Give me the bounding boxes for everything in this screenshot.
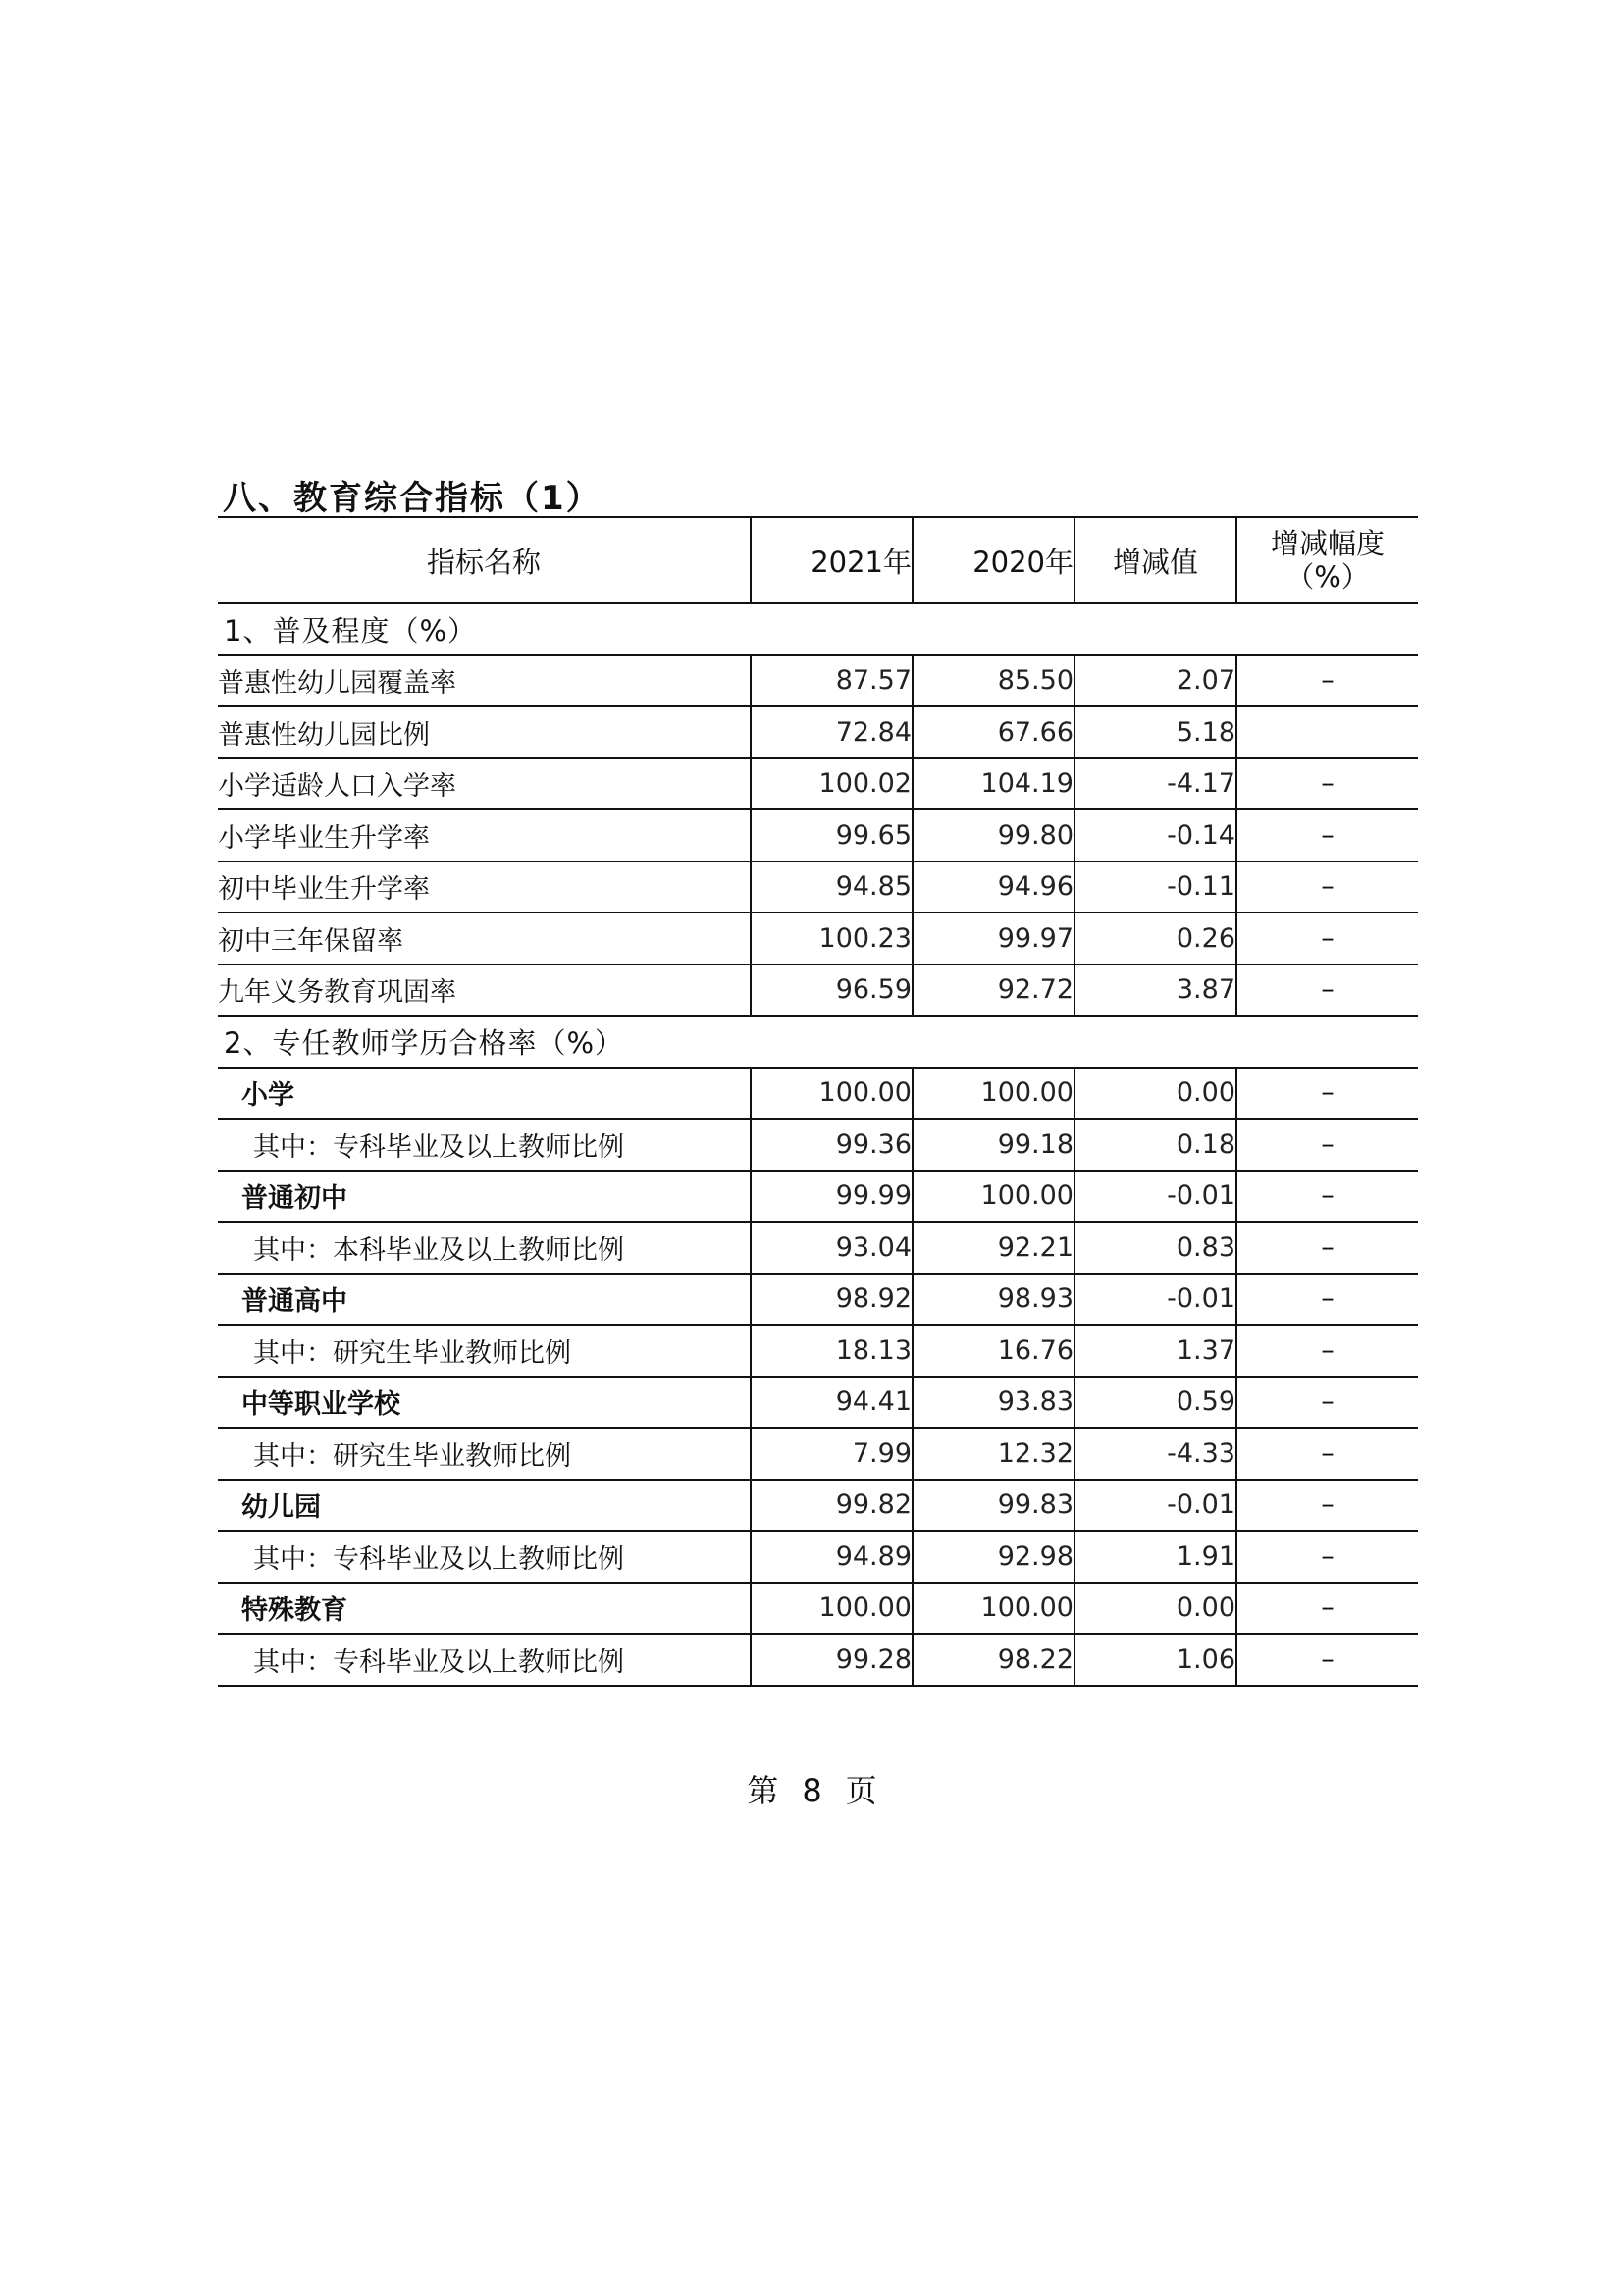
indicator-name-cell: 幼儿园 <box>218 1480 751 1532</box>
value-2021-cell: 94.41 <box>751 1377 913 1429</box>
header-row <box>218 517 1418 603</box>
indicator-name-cell: 小学毕业生升学率 <box>218 809 751 861</box>
header-change-pct-line1: 增减幅度 <box>1270 527 1385 560</box>
indicator-name-cell: 初中毕业生升学率 <box>218 861 751 913</box>
table-row <box>218 1531 1418 1583</box>
value-2020-cell: 92.21 <box>913 1222 1074 1274</box>
value-2021-cell: 100.23 <box>751 913 913 965</box>
page-number-prefix: 第 <box>747 1772 779 1809</box>
indicators-table <box>218 516 1418 1687</box>
table-row <box>218 1222 1418 1274</box>
table-row <box>218 758 1418 810</box>
change-value-cell: 0.26 <box>1074 913 1236 965</box>
change-pct-cell: – <box>1236 758 1418 810</box>
value-2020-cell: 100.00 <box>913 1583 1074 1635</box>
table-row <box>218 1068 1418 1120</box>
indicator-name-cell: 普惠性幼儿园比例 <box>218 706 751 758</box>
header-2021: 2021年 <box>751 517 913 603</box>
change-value-cell: 1.91 <box>1074 1531 1236 1583</box>
indicator-name-cell: 其中：本科毕业及以上教师比例 <box>218 1222 751 1274</box>
section-title-cell: 2、专任教师学历合格率（%） <box>218 1016 1418 1068</box>
indicator-name-cell: 普通高中 <box>218 1274 751 1326</box>
section-title-cell: 1、普及程度（%） <box>218 603 1418 655</box>
value-2020-cell: 92.72 <box>913 965 1074 1017</box>
change-value-cell: 2.07 <box>1074 655 1236 707</box>
value-2020-cell: 99.97 <box>913 913 1074 965</box>
change-value-cell: 5.18 <box>1074 706 1236 758</box>
change-pct-cell: – <box>1236 1428 1418 1480</box>
value-2020-cell: 100.00 <box>913 1171 1074 1223</box>
page-number-value: 8 <box>802 1772 822 1809</box>
value-2021-cell: 100.00 <box>751 1068 913 1120</box>
change-pct-cell: – <box>1236 1222 1418 1274</box>
indicator-name-cell: 其中：专科毕业及以上教师比例 <box>218 1119 751 1171</box>
section-title: 八、教育综合指标（1） <box>223 479 602 518</box>
header-indicator-name: 指标名称 <box>218 517 751 603</box>
page-number <box>0 1766 1624 1811</box>
value-2020-cell: 94.96 <box>913 861 1074 913</box>
indicator-name-cell: 小学适龄人口入学率 <box>218 758 751 810</box>
change-value-cell: 0.00 <box>1074 1068 1236 1120</box>
table-row <box>218 965 1418 1017</box>
value-2020-cell: 12.32 <box>913 1428 1074 1480</box>
indicator-name-cell: 特殊教育 <box>218 1583 751 1635</box>
change-pct-cell: – <box>1236 1634 1418 1686</box>
value-2020-cell: 104.19 <box>913 758 1074 810</box>
header-change: 增减值 <box>1074 517 1236 603</box>
change-value-cell: -4.33 <box>1074 1428 1236 1480</box>
change-pct-cell: – <box>1236 809 1418 861</box>
change-pct-cell: – <box>1236 965 1418 1017</box>
value-2021-cell: 72.84 <box>751 706 913 758</box>
change-value-cell: 0.59 <box>1074 1377 1236 1429</box>
table-row <box>218 1583 1418 1635</box>
table-row <box>218 1377 1418 1429</box>
value-2021-cell: 99.82 <box>751 1480 913 1532</box>
indicator-name-cell: 九年义务教育巩固率 <box>218 965 751 1017</box>
table-row <box>218 809 1418 861</box>
header-2020: 2020年 <box>913 517 1074 603</box>
value-2020-cell: 67.66 <box>913 706 1074 758</box>
value-2021-cell: 98.92 <box>751 1274 913 1326</box>
table-row <box>218 913 1418 965</box>
indicator-name-cell: 其中：专科毕业及以上教师比例 <box>218 1634 751 1686</box>
table-row <box>218 861 1418 913</box>
change-value-cell: 1.06 <box>1074 1634 1236 1686</box>
change-pct-cell: – <box>1236 1583 1418 1635</box>
value-2021-cell: 18.13 <box>751 1325 913 1377</box>
change-value-cell: 1.37 <box>1074 1325 1236 1377</box>
change-pct-cell: – <box>1236 861 1418 913</box>
indicator-name-cell: 普惠性幼儿园覆盖率 <box>218 655 751 707</box>
value-2021-cell: 99.65 <box>751 809 913 861</box>
change-value-cell: -0.01 <box>1074 1274 1236 1326</box>
change-value-cell: 3.87 <box>1074 965 1236 1017</box>
value-2020-cell: 85.50 <box>913 655 1074 707</box>
section-row <box>218 603 1418 655</box>
value-2021-cell: 96.59 <box>751 965 913 1017</box>
indicator-name-cell: 普通初中 <box>218 1171 751 1223</box>
change-pct-cell <box>1236 706 1418 758</box>
section-row <box>218 1016 1418 1068</box>
indicator-name-cell: 其中：研究生毕业教师比例 <box>218 1325 751 1377</box>
value-2021-cell: 100.00 <box>751 1583 913 1635</box>
change-pct-cell: – <box>1236 1274 1418 1326</box>
value-2021-cell: 93.04 <box>751 1222 913 1274</box>
change-pct-cell: – <box>1236 1171 1418 1223</box>
value-2020-cell: 100.00 <box>913 1068 1074 1120</box>
table-row <box>218 1325 1418 1377</box>
table-row <box>218 1119 1418 1171</box>
value-2021-cell: 87.57 <box>751 655 913 707</box>
change-value-cell: 0.18 <box>1074 1119 1236 1171</box>
change-value-cell: 0.83 <box>1074 1222 1236 1274</box>
table-row <box>218 1480 1418 1532</box>
change-value-cell: -0.14 <box>1074 809 1236 861</box>
change-value-cell: 0.00 <box>1074 1583 1236 1635</box>
change-value-cell: -0.11 <box>1074 861 1236 913</box>
value-2021-cell: 99.28 <box>751 1634 913 1686</box>
table-row <box>218 1274 1418 1326</box>
table-row <box>218 1171 1418 1223</box>
header-change-pct-line2: （%） <box>1285 560 1370 594</box>
change-pct-cell: – <box>1236 913 1418 965</box>
change-value-cell: -4.17 <box>1074 758 1236 810</box>
indicator-name-cell: 中等职业学校 <box>218 1377 751 1429</box>
value-2021-cell: 99.99 <box>751 1171 913 1223</box>
value-2021-cell: 100.02 <box>751 758 913 810</box>
change-value-cell: -0.01 <box>1074 1480 1236 1532</box>
change-pct-cell: – <box>1236 1480 1418 1532</box>
table-row <box>218 1428 1418 1480</box>
change-pct-cell: – <box>1236 1068 1418 1120</box>
value-2020-cell: 16.76 <box>913 1325 1074 1377</box>
indicator-name-cell: 小学 <box>218 1068 751 1120</box>
value-2021-cell: 99.36 <box>751 1119 913 1171</box>
value-2021-cell: 7.99 <box>751 1428 913 1480</box>
value-2020-cell: 93.83 <box>913 1377 1074 1429</box>
value-2020-cell: 92.98 <box>913 1531 1074 1583</box>
table-body <box>218 603 1418 1686</box>
change-pct-cell: – <box>1236 1531 1418 1583</box>
page-number-suffix: 页 <box>845 1772 877 1809</box>
value-2021-cell: 94.89 <box>751 1531 913 1583</box>
table-row <box>218 1634 1418 1686</box>
indicator-name-cell: 其中：专科毕业及以上教师比例 <box>218 1531 751 1583</box>
change-pct-cell: – <box>1236 655 1418 707</box>
value-2020-cell: 99.18 <box>913 1119 1074 1171</box>
table-row <box>218 706 1418 758</box>
change-value-cell: -0.01 <box>1074 1171 1236 1223</box>
indicator-name-cell: 初中三年保留率 <box>218 913 751 965</box>
indicator-name-cell: 其中：研究生毕业教师比例 <box>218 1428 751 1480</box>
change-pct-cell: – <box>1236 1377 1418 1429</box>
change-pct-cell: – <box>1236 1325 1418 1377</box>
value-2020-cell: 98.93 <box>913 1274 1074 1326</box>
value-2020-cell: 99.80 <box>913 809 1074 861</box>
change-pct-cell: – <box>1236 1119 1418 1171</box>
table-row <box>218 655 1418 707</box>
value-2020-cell: 98.22 <box>913 1634 1074 1686</box>
value-2020-cell: 99.83 <box>913 1480 1074 1532</box>
value-2021-cell: 94.85 <box>751 861 913 913</box>
header-change-pct <box>1236 517 1418 603</box>
